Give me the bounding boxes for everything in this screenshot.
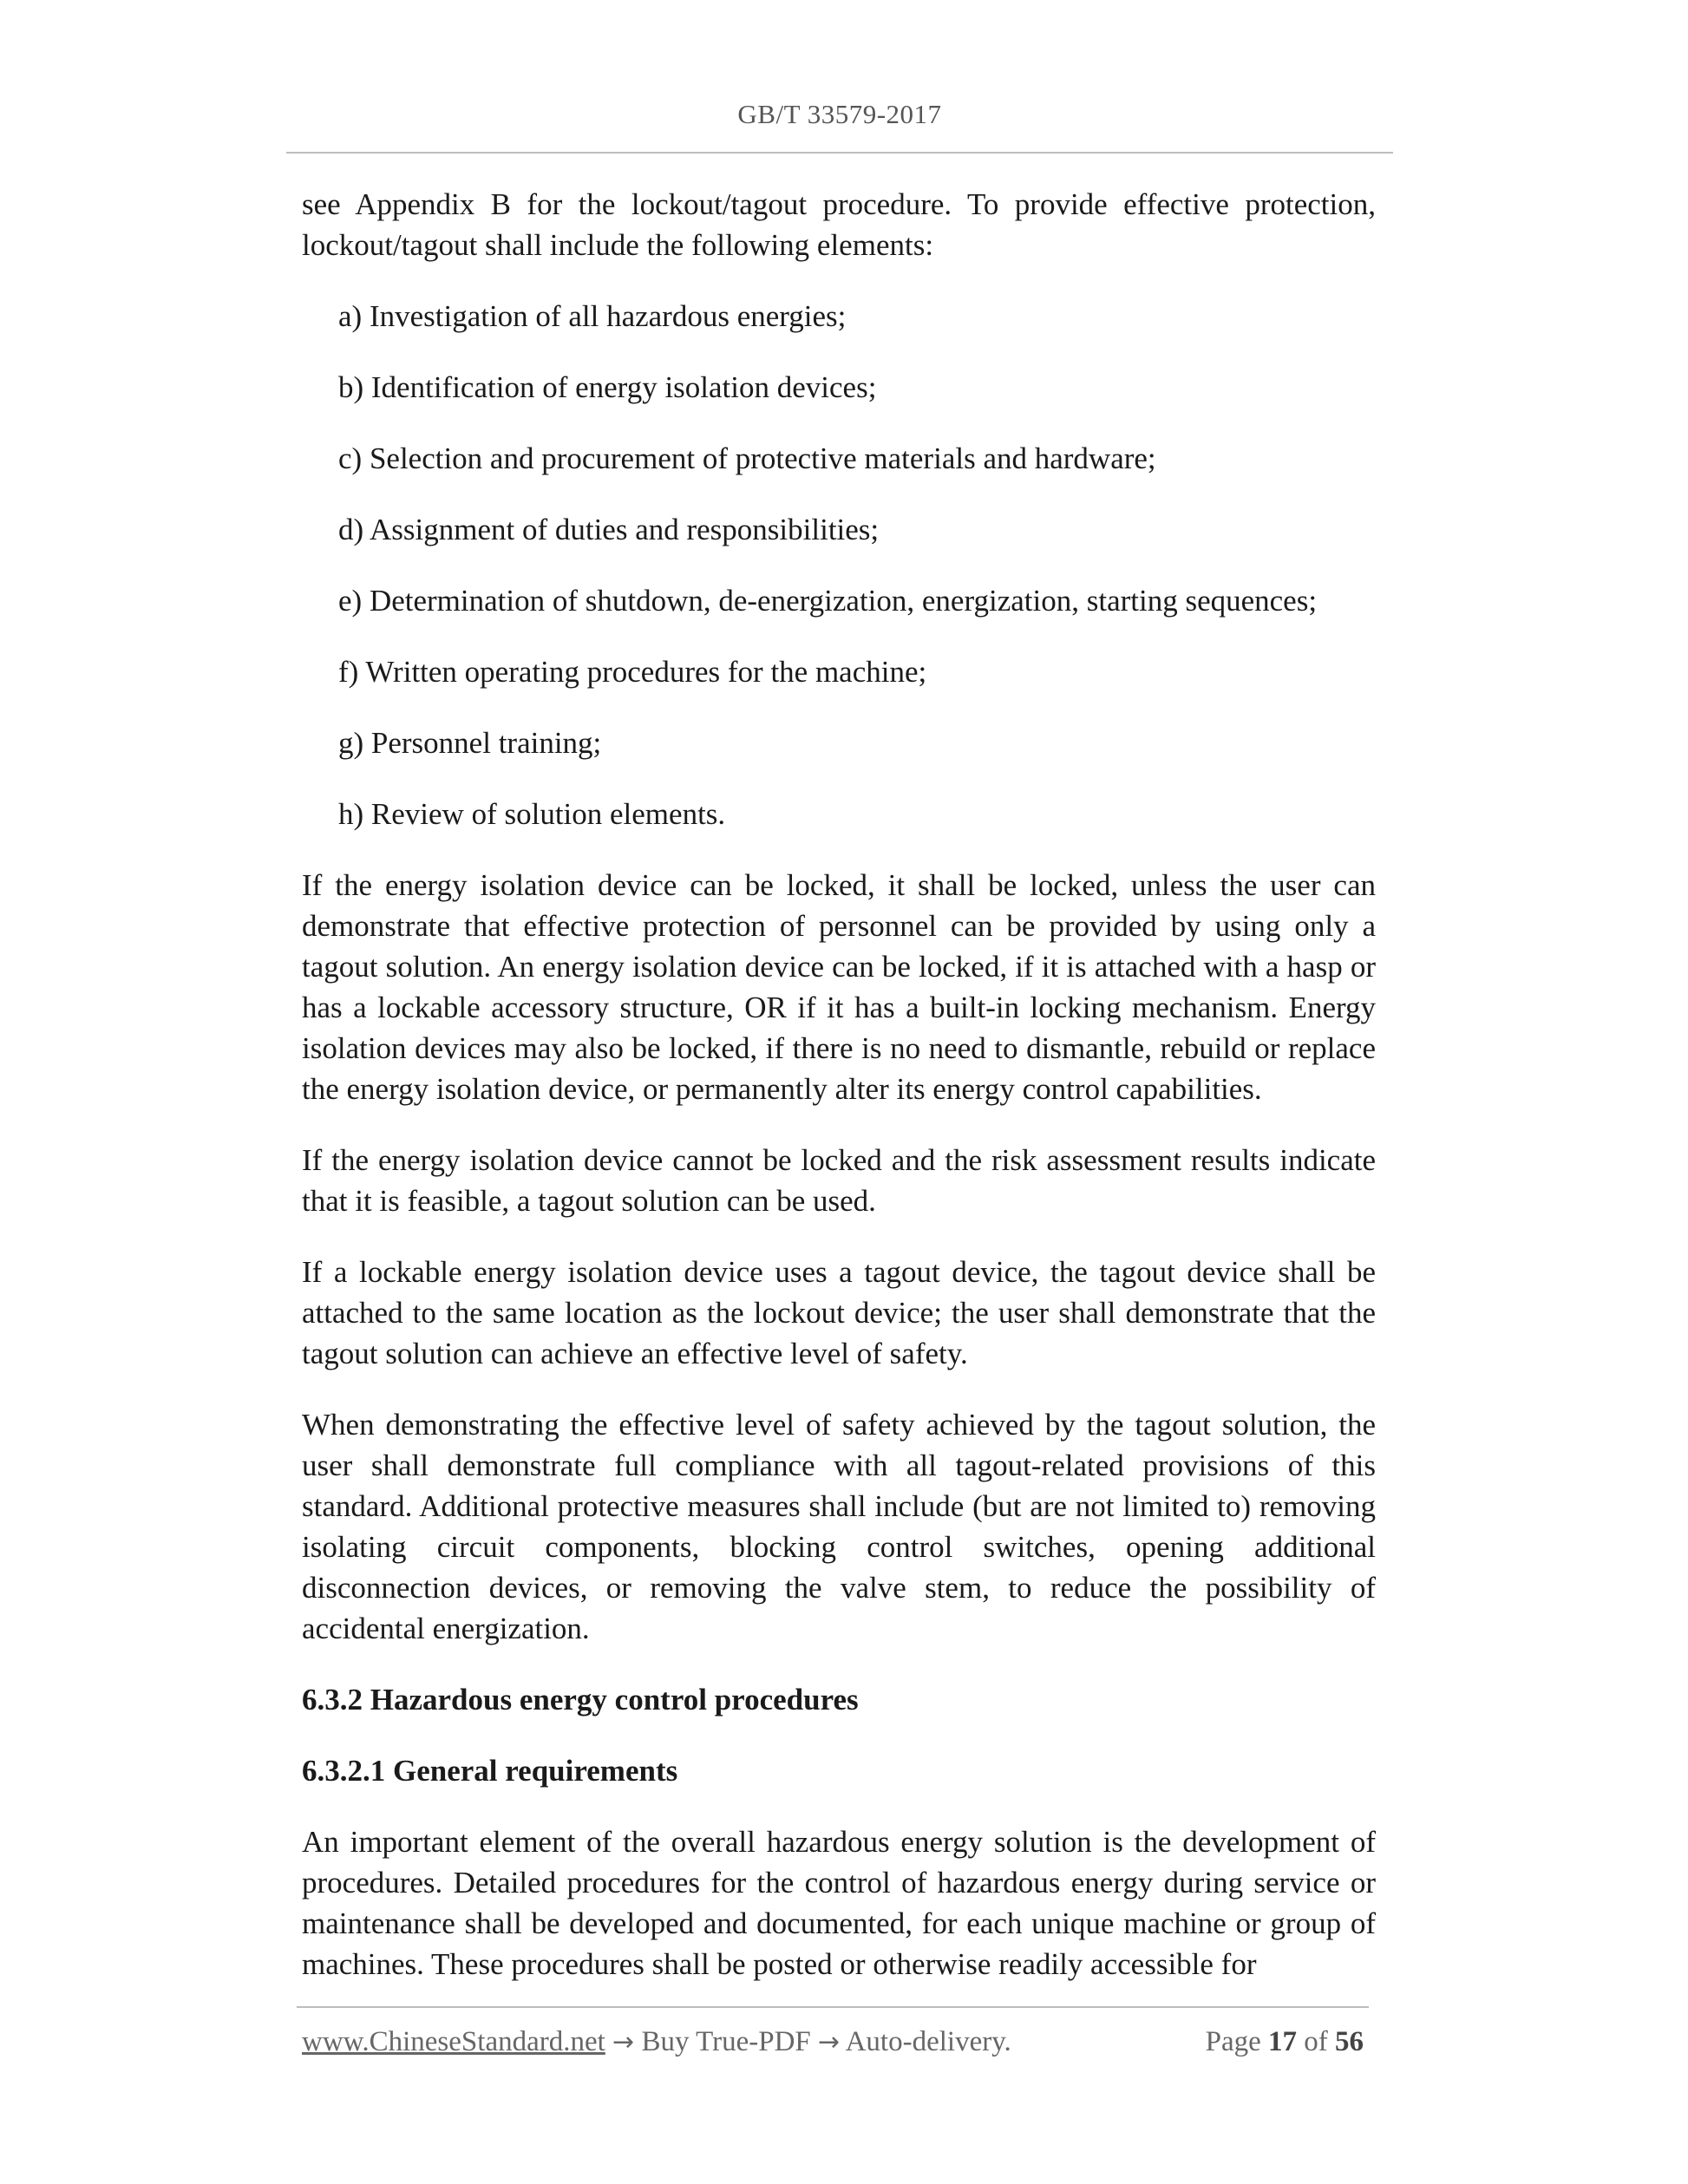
page-label: Page xyxy=(1205,2026,1261,2057)
current-page-number: 17 xyxy=(1268,2026,1297,2057)
list-item-e: e) Determination of shutdown, de-energization, energization, starting sequences; xyxy=(338,584,1318,618)
buy-pdf-text: Buy True-PDF xyxy=(641,2026,811,2057)
section-heading-6-3-2-1: 6.3.2.1 General requirements xyxy=(302,1754,678,1788)
paragraph-tagout-device: If a lockable energy isolation device uses a tagout device, the tagout device shall be attached to the same location as the lockout device; the user shall demonstrate that the tagout solution can achieve an effective level of safety. xyxy=(302,1255,1376,1370)
footer-promo xyxy=(302,2026,1011,2058)
paragraph-cannot-lock: If the energy isolation device cannot be locked and the risk assessment results indicate that it is feasible, a tagout solution can be used. xyxy=(302,1143,1376,1218)
page-indicator xyxy=(1206,2026,1364,2058)
of-label: of xyxy=(1304,2026,1328,2057)
intro-paragraph: see Appendix B for the lockout/tagout procedure. To provide effective protection, lockout/tagout shall include the following elements: xyxy=(302,187,1376,262)
arrow-right-icon: → xyxy=(612,2027,635,2057)
website-link[interactable]: www.ChineseStandard.net xyxy=(302,2026,605,2057)
paragraph-general-requirements: An important element of the overall hazardous energy solution is the development of procedures. Detailed procedures for the control of hazardous energy during service or maintenance shall be developed and documented, for each unique machine or group of machines. These procedures shall be posted or otherwise readily accessible for xyxy=(302,1825,1376,1981)
page-content xyxy=(302,184,1376,2015)
header-divider xyxy=(286,152,1393,154)
list-item-g: g) Personnel training; xyxy=(338,726,602,760)
list-item-d: d) Assignment of duties and responsibilities; xyxy=(338,513,880,546)
total-page-count: 56 xyxy=(1335,2026,1364,2057)
list-item-b: b) Identification of energy isolation devices; xyxy=(338,370,877,404)
list-item-c: c) Selection and procurement of protective materials and hardware; xyxy=(338,441,1156,475)
section-heading-6-3-2: 6.3.2 Hazardous energy control procedures xyxy=(302,1683,859,1716)
arrow-right-icon: → xyxy=(818,2027,841,2057)
list-item-h: h) Review of solution elements. xyxy=(338,797,726,831)
list-item-f: f) Written operating procedures for the machine; xyxy=(338,655,927,689)
paragraph-effective-safety: When demonstrating the effective level of safety achieved by the tagout solution, the user shall demonstrate full compliance with all tagout-related provisions of this standard. Additional protective measures shall include (but are not limited to) removing isolating circuit components, blocking control switches, opening additional disconnection devices, or removing the valve stem, to reduce the possibility of accidental energization. xyxy=(302,1408,1376,1645)
footer-divider xyxy=(297,2006,1369,2008)
document-header-title: GB/T 33579-2017 xyxy=(737,99,942,129)
list-item-a: a) Investigation of all hazardous energies; xyxy=(338,299,847,333)
paragraph-lockable-device: If the energy isolation device can be locked, it shall be locked, unless the user can demonstrate that effective protection of personnel can be provided by using only a tagout solution. An energy isolation device can be locked, if it is attached with a hasp or has a lockable accessory structure, OR if it has a built-in locking mechanism. Energy isolation devices may also be locked, if there is no need to dismantle, rebuild or replace the energy isolation device, or permanently alter its energy control capabilities. xyxy=(302,868,1376,1106)
auto-delivery-text: Auto-delivery. xyxy=(845,2026,1011,2057)
